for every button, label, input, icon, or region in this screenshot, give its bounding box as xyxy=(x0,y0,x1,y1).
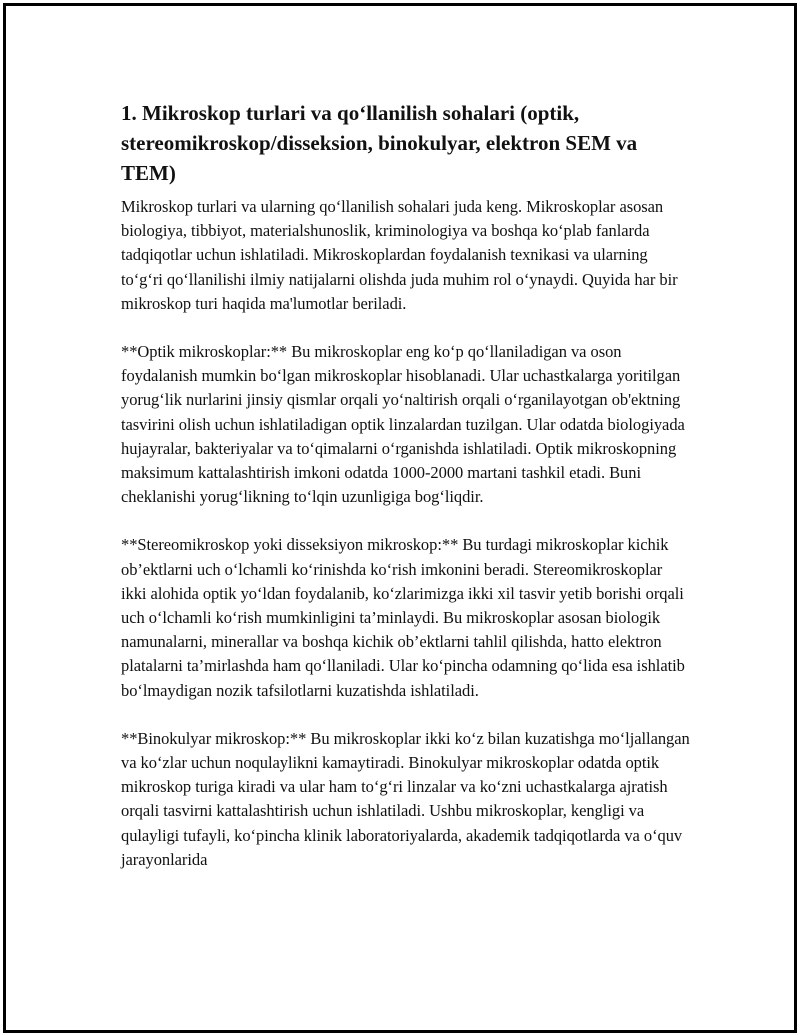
paragraph-binocular-microscope: **Binokulyar mikroskop:** Bu mikroskoplar ikki ko‘z bilan kuzatishga mo‘ljallangan va ko‘zlar uchun noqulaylikni kamaytiradi. Binokulyar mikroskoplar odatda optik mikroskop turiga kiradi va ular ham to‘g‘ri linzalar va ko‘zni uchastkalarga ajratish orqali tasvirni kattalashtirish uchun ishlatiladi. Ushbu mikroskoplar, kengligi va qulayligi tufayli, ko‘pincha klinik laboratoriyalarda, akademik tadqiqotlarda va o‘quv jarayonlarida xyxy=(121,728,690,869)
section-heading: 1. Mikroskop turlari va qo‘llanilish sohalari (optik, stereomikroskop/disseksion, binokulyar, elektron SEM va TEM) xyxy=(121,101,638,185)
paragraph-intro: Mikroskop turlari va ularning qo‘llanilish sohalari juda keng. Mikroskoplar asosan biologiya, tibbiyot, materialshunoslik, kriminologiya va boshqa ko‘plab fanlarda tadqiqotlar uchun ishlatiladi. Mikroskoplardan foydalanish texnikasi va ularning to‘g‘ri qo‘llanilishi ilmiy natijalarni olishda juda muhim rol o‘ynaydi. Quyida har bir mikroskop turi haqida ma'lumotlar beriladi. xyxy=(121,197,678,313)
document-body xyxy=(121,98,691,896)
paragraph-optical-microscopes: **Optik mikroskoplar:** Bu mikroskoplar eng ko‘p qo‘llaniladigan va oson foydalanish mumkin bo‘lgan mikroskoplar hisoblanadi. Ular uchastkalarga yoritilgan yorug‘lik nurlarini jinsiy qismlar orqali yo‘naltirish orqali o‘rganilayotgan ob'ektning tasvirini olish uchun ishlatiladigan optik linzalardan tuzilgan. Ular odatda biologiyada hujayralar, bakteriyalar va to‘qimalarni o‘rganishda ishlatiladi. Optik mikroskopning maksimum kattalashtirish imkoni odatda 1000-2000 martani tashkil etadi. Buni cheklanishi yorug‘likning to‘lqin uzunligiga bog‘liqdir. xyxy=(121,342,685,507)
document-page xyxy=(3,3,797,1033)
paragraph-stereomicroscope: **Stereomikroskop yoki disseksiyon mikroskop:** Bu turdagi mikroskoplar kichik ob’ektlarni uch o‘lchamli ko‘rinishda ko‘rish imkonini beradi. Stereomikroskoplar ikki alohida optik yo‘ldan foydalanib, ko‘zlarimizga ikki xil tasvir yetib borishi orqali uch o‘lchamli ko‘rish mumkinligini ta’minlaydi. Bu mikroskoplar asosan biologik namunalarni, minerallar va boshqa kichik ob’ektlarni tahlil qilishda, hatto elektron platalarni ta’mirlashda ham qo‘llaniladi. Ular ko‘pincha odamning qo‘lida esa ishlatib bo‘lmaydigan nozik tafsilotlarni kuzatishda ishlatiladi. xyxy=(121,535,685,700)
